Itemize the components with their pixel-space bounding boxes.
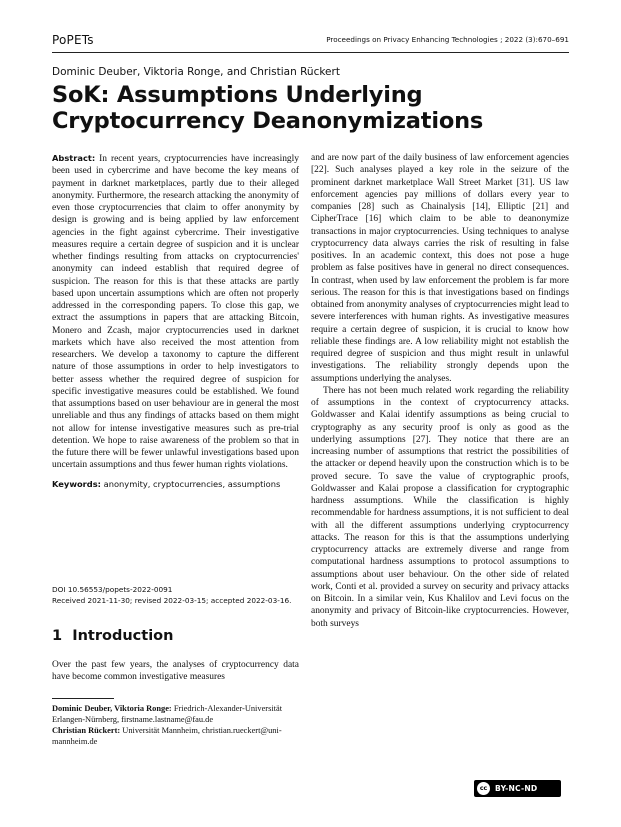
abstract-text: In recent years, cryptocurrencies have increasingly been used in cybercrime and have become the key means of payment in darknet marketplaces, partly due to their alleged anonymity. Furthermore, the research attacking the anonymity of even those cryptocurrencies that claim to offer anonymity by design is growing and is being applied by law enforcement agencies in the fight against cybercrime. Their investigative measures require a certain degree of suspicion and it is unclear whether findings resulting from attacks on cryptocurrencies' anonymity can indeed establish that required degree of suspicion. The reason for this is that these attacks are partly based upon uncertain assumptions which are often not properly addressed in the corresponding papers. To close this gap, we extract the assumptions in papers that are attacking Bitcoin, Monero and Zcash, major cryptocurrencies used in darknet markets which have also received the most attention from researchers. We develop a taxonomy to capture the different nature of those assumptions in order to help investigators to better assess whether the required degree of suspicion for specific investigative measures could be established. We found that assumptions based on user behaviour are in general the most unreliable and thus any findings of attacks based on them might not allow for intense investigative measures such as pre-trial detention. We hope to raise awareness of the problem so that in the future there will be fewer unlawful investigations based upon uncertain assumptions and thus fewer human rights violations. [52,154,299,471]
author-list: Dominic Deuber, Viktoria Ronge, and Christian Rückert [52,66,340,78]
footnote-author1: Dominic Deuber, Viktoria Ronge: [52,704,172,713]
footnote-affiliation2: Universität Mannheim, christian.rueckert@uni-mannheim.de [52,726,282,746]
footnote-rule [52,698,114,699]
paper-title: SoK: Assumptions Underlying Cryptocurrency Deanonymizations [52,82,484,134]
right-column [311,152,569,630]
header-rule [52,52,569,53]
license-text: BY-NC-ND [495,784,538,793]
section-heading [52,628,173,644]
section-title: Introduction [72,628,174,644]
received-dates: Received 2021-11-30; revised 2022-03-15; accepted 2022-03-16. [52,596,292,605]
paragraph: and are now part of the daily business of law enforcement agencies [22]. Such analyses played a key role in the seizure of the prominent darknet marketplace Wall Street Market [31]. US law enforcement agencies pay millions of dollars every year to companies [28] such as Chainalysis [14], Elliptic [21] and CipherTrace [16] which claim to be able to deanonymize transactions in major cryptocurrencies. Using techniques to analyse cryptocurrency data always carries the risk of resulting in false positives. In an academic context, this does not pose a huge problem as false positives have in general no direct consequences. In contrast, when used by law enforcement the problem is far more serious. The reason for this is that investigations based on findings obtained from anonymity analyses of cryptocurrencies might lead to severe interferences with human rights. As investigative measures require a certain degree of suspicion, it is crucial to know how reliable these findings are. A low reliability might not establish the required degree of suspicion and thus might result in unlawful investigations. The reliability strongly depends upon the assumptions underlying the analyses. [311,153,569,384]
running-header [52,33,569,49]
license-badge[interactable] [474,780,561,797]
doi-link[interactable]: DOI 10.56553/popets-2022-0091 [52,585,173,594]
left-column [52,152,299,490]
keywords [52,478,299,490]
abstract [52,152,299,472]
intro-paragraph: Over the past few years, the analyses of cryptocurrency data have become common investigative measures [52,660,299,683]
abstract-label: Abstract: [52,153,96,163]
section-number: 1 [52,628,63,644]
paragraph: There has not been much related work regarding the reliability of assumptions in the context of cryptocurrency attacks. Goldwasser and Kalai identify assumptions as being crucial to cryptography as any security proof is only as good as the underlying assumptions [27]. They notice that there are an increasing number of assumptions that restrict the possibilities of the attacker or depend heavily upon the construction which is to be proved secure. To save the value of cryptographic proofs, Goldwasser and Kalai propose a classification for cryptographic hardness assumptions. While the classification is highly recommendable for hardness assumptions, it is not sufficient to deal with all the different assumptions underlying cryptocurrency attacks. The reason for this is that the assumptions underlying cryptocurrency attacks are extremely diverse and range from computational hardness assumptions to protocol assumptions to assumptions about user behaviour. On the other side of related work, Conti et al. provided a survey on security and privacy attacks on Bitcoin. In a similar vein, Kus Khalilov and Levi focus on the anonymity and privacy of Bitcoin-like cryptocurrencies. However, both surveys [311,385,569,629]
footnote-affiliation1: Friedrich-Alexander-Universität Erlangen-Nürnberg, firstname.lastname@fau.de [52,704,283,724]
author-footnote [52,703,304,747]
footnote-author2: Christian Rückert: [52,726,121,735]
cc-icon: cc [477,782,490,795]
keywords-label: Keywords: [52,478,101,489]
publication-info [52,584,302,606]
proceedings-citation: Proceedings on Privacy Enhancing Technologies ; 2022 (3):670–691 [326,35,569,44]
keywords-text: anonymity, cryptocurrencies, assumptions [103,478,281,489]
journal-name: PoPETs [52,33,94,47]
